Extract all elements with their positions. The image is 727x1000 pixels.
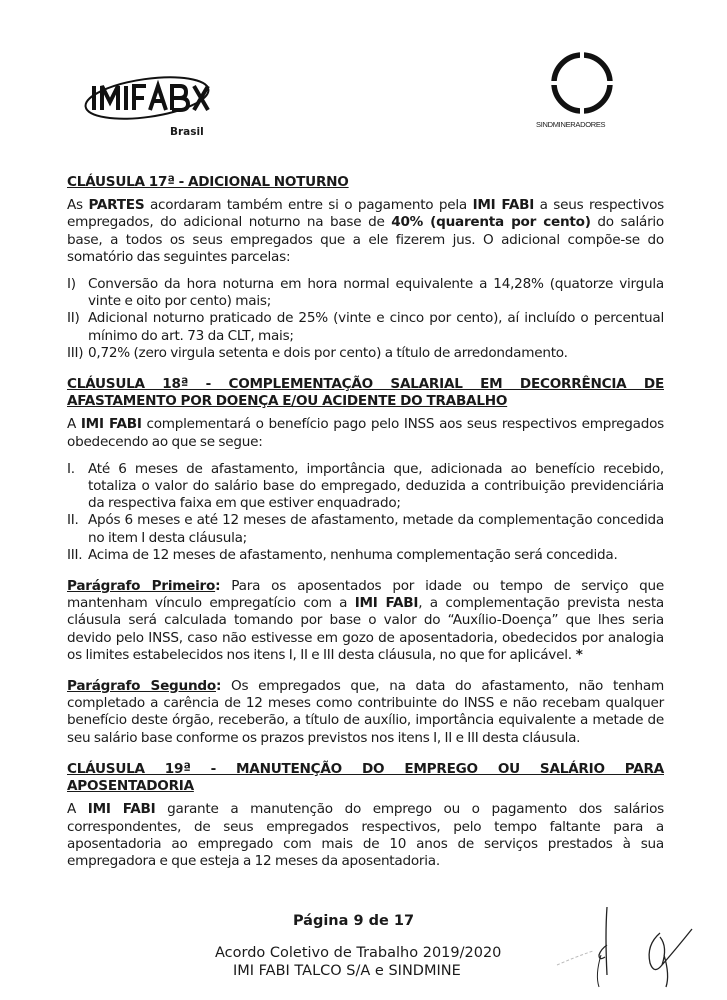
text: As xyxy=(67,197,89,214)
text: A xyxy=(67,416,81,433)
bold-text: IMI FABI xyxy=(354,595,419,612)
list-item xyxy=(67,547,664,564)
sindmineradores-logo xyxy=(528,46,648,142)
list-marker: I. xyxy=(67,460,75,477)
clause-18-intro xyxy=(67,416,664,450)
bold-text: PARTES xyxy=(88,197,145,214)
clause-18-title: CLÁUSULA 18ª - COMPLEMENTAÇÃO SALARIAL EM DECORRÊNCIA DE AFASTAMENTO POR DOENÇA E/OU ACIDENTE DO TRABALHO xyxy=(67,376,664,410)
list-marker: II) xyxy=(67,310,80,327)
text: acordaram também entre si o pagamento pela xyxy=(144,197,473,214)
list-item-text: Após 6 meses e até 12 meses de afastamento, metade da complementação concedida no item I desta cláusula; xyxy=(88,512,664,546)
list-item-text: Conversão da hora noturna em hora normal equivalente a 14,28% (quatorze virgula vinte e oito por cento) mais; xyxy=(88,276,664,310)
list-item xyxy=(67,310,664,344)
clause-17-title: CLÁUSULA 17ª - ADICIONAL NOTURNO xyxy=(67,174,349,190)
text: complementará o benefício pago pelo INSS aos seus respectivos empregados obedecendo ao que se segue: xyxy=(67,416,665,450)
document-body xyxy=(67,174,664,870)
text: A xyxy=(67,801,88,818)
text: do salário base, a todos os seus empregados que a ele fizerem jus. O adicional compõe-se do somatório das seguintes parcelas: xyxy=(67,214,664,265)
logo-subtitle: Brasil xyxy=(170,126,204,138)
text: a seus respectivos empregados, do adicional noturno na base de xyxy=(67,197,664,231)
signature-initials-2 xyxy=(640,925,700,990)
list-marker: III. xyxy=(67,546,83,563)
list-item xyxy=(67,461,664,513)
list-item-text: 0,72% (zero virgula setenta e dois por cento) a título de arredondamento. xyxy=(88,344,568,361)
text: Os empregados que, na data do afastamento, não tenham completado a carência de 12 meses como contribuinte do INSS e não recebam qualquer benefício deste órgão, receberão, a título de auxílio, importância equivalente a metade de seu salário base conforme os prazos previstos nos itens I, II e III desta cláusula. xyxy=(67,678,664,746)
list-item xyxy=(67,276,664,310)
clause-17-intro xyxy=(67,197,664,266)
logo-sindmineradores-text: SINDMINERADORES xyxy=(536,120,606,129)
paragraph-primeiro xyxy=(67,578,664,664)
text: , a complementação prevista nesta cláusula será calculada tomando por base o valor do “Auxílio-Doença” que lhes seria devido pelo INSS, caso não estivesse em gozo de aposentadoria, obedecidos por analogia os limites estabelecidos nos itens I, II e III desta cláusula, no que for aplicável. xyxy=(67,595,664,663)
imifabi-logo xyxy=(82,74,232,144)
list-marker: III) xyxy=(67,344,84,361)
paragraph-segundo xyxy=(67,678,664,747)
bold-text: IMI FABI xyxy=(80,416,142,433)
page-number: Página 9 de 17 xyxy=(292,913,415,929)
paragraph-label: Parágrafo Segundo xyxy=(67,678,216,695)
clause-18-list xyxy=(67,461,664,564)
colon: : xyxy=(215,578,221,595)
list-item xyxy=(67,345,664,362)
paragraph-label: Parágrafo Primeiro xyxy=(67,578,216,595)
list-item-text: Acima de 12 meses de afastamento, nenhuma complementação será concedida. xyxy=(88,546,618,563)
imifabi-logo-mark xyxy=(82,74,232,124)
list-item-text: Adicional noturno praticado de 25% (vinte e cinco por cento), aí incluído o percentual mínimo do art. 73 da CLT, mais; xyxy=(88,310,664,344)
text: Para os aposentados por idade ou tempo de serviço que mantenham vínculo empregatício com a xyxy=(67,578,665,612)
bold-text: IMI FABI xyxy=(472,197,535,214)
colon: : xyxy=(215,678,222,695)
sindmineradores-logo-mark xyxy=(528,46,648,118)
list-item xyxy=(67,512,664,546)
footer-line-1: Acordo Coletivo de Trabalho 2019/2020 xyxy=(215,945,502,961)
footer-line-2: IMI FABI TALCO S/A e SINDMINE xyxy=(233,963,461,979)
clause-19-intro xyxy=(67,801,664,870)
bold-text: IMI FABI xyxy=(87,801,156,818)
clause-19-title: CLÁUSULA 19ª - MANUTENÇÃO DO EMPREGO OU SALÁRIO PARA APOSENTADORIA xyxy=(67,760,664,795)
clause-17-list xyxy=(67,276,664,362)
list-item-text: Até 6 meses de afastamento, importância que, adicionada ao benefício recebido, totaliza o valor do salário base do empregado, deduzida a contribuição previdenciária da respectiva faixa em que estiver enquadrado; xyxy=(88,460,664,512)
list-marker: II. xyxy=(67,512,79,529)
text: garante a manutenção do emprego ou o pagamento dos salários correspondentes, de seus empregados respectivos, pelo tempo faltante para a aposentadoria ao empregado com mais de 10 anos de serviços prestados à sua empregadora e que esteja a 12 meses da aposentadoria. xyxy=(67,801,664,869)
asterisk-mark: * xyxy=(571,646,583,663)
bold-text: 40% (quarenta por cento) xyxy=(391,214,591,231)
list-marker: I) xyxy=(67,276,76,293)
signature-initials-1 xyxy=(555,905,630,990)
